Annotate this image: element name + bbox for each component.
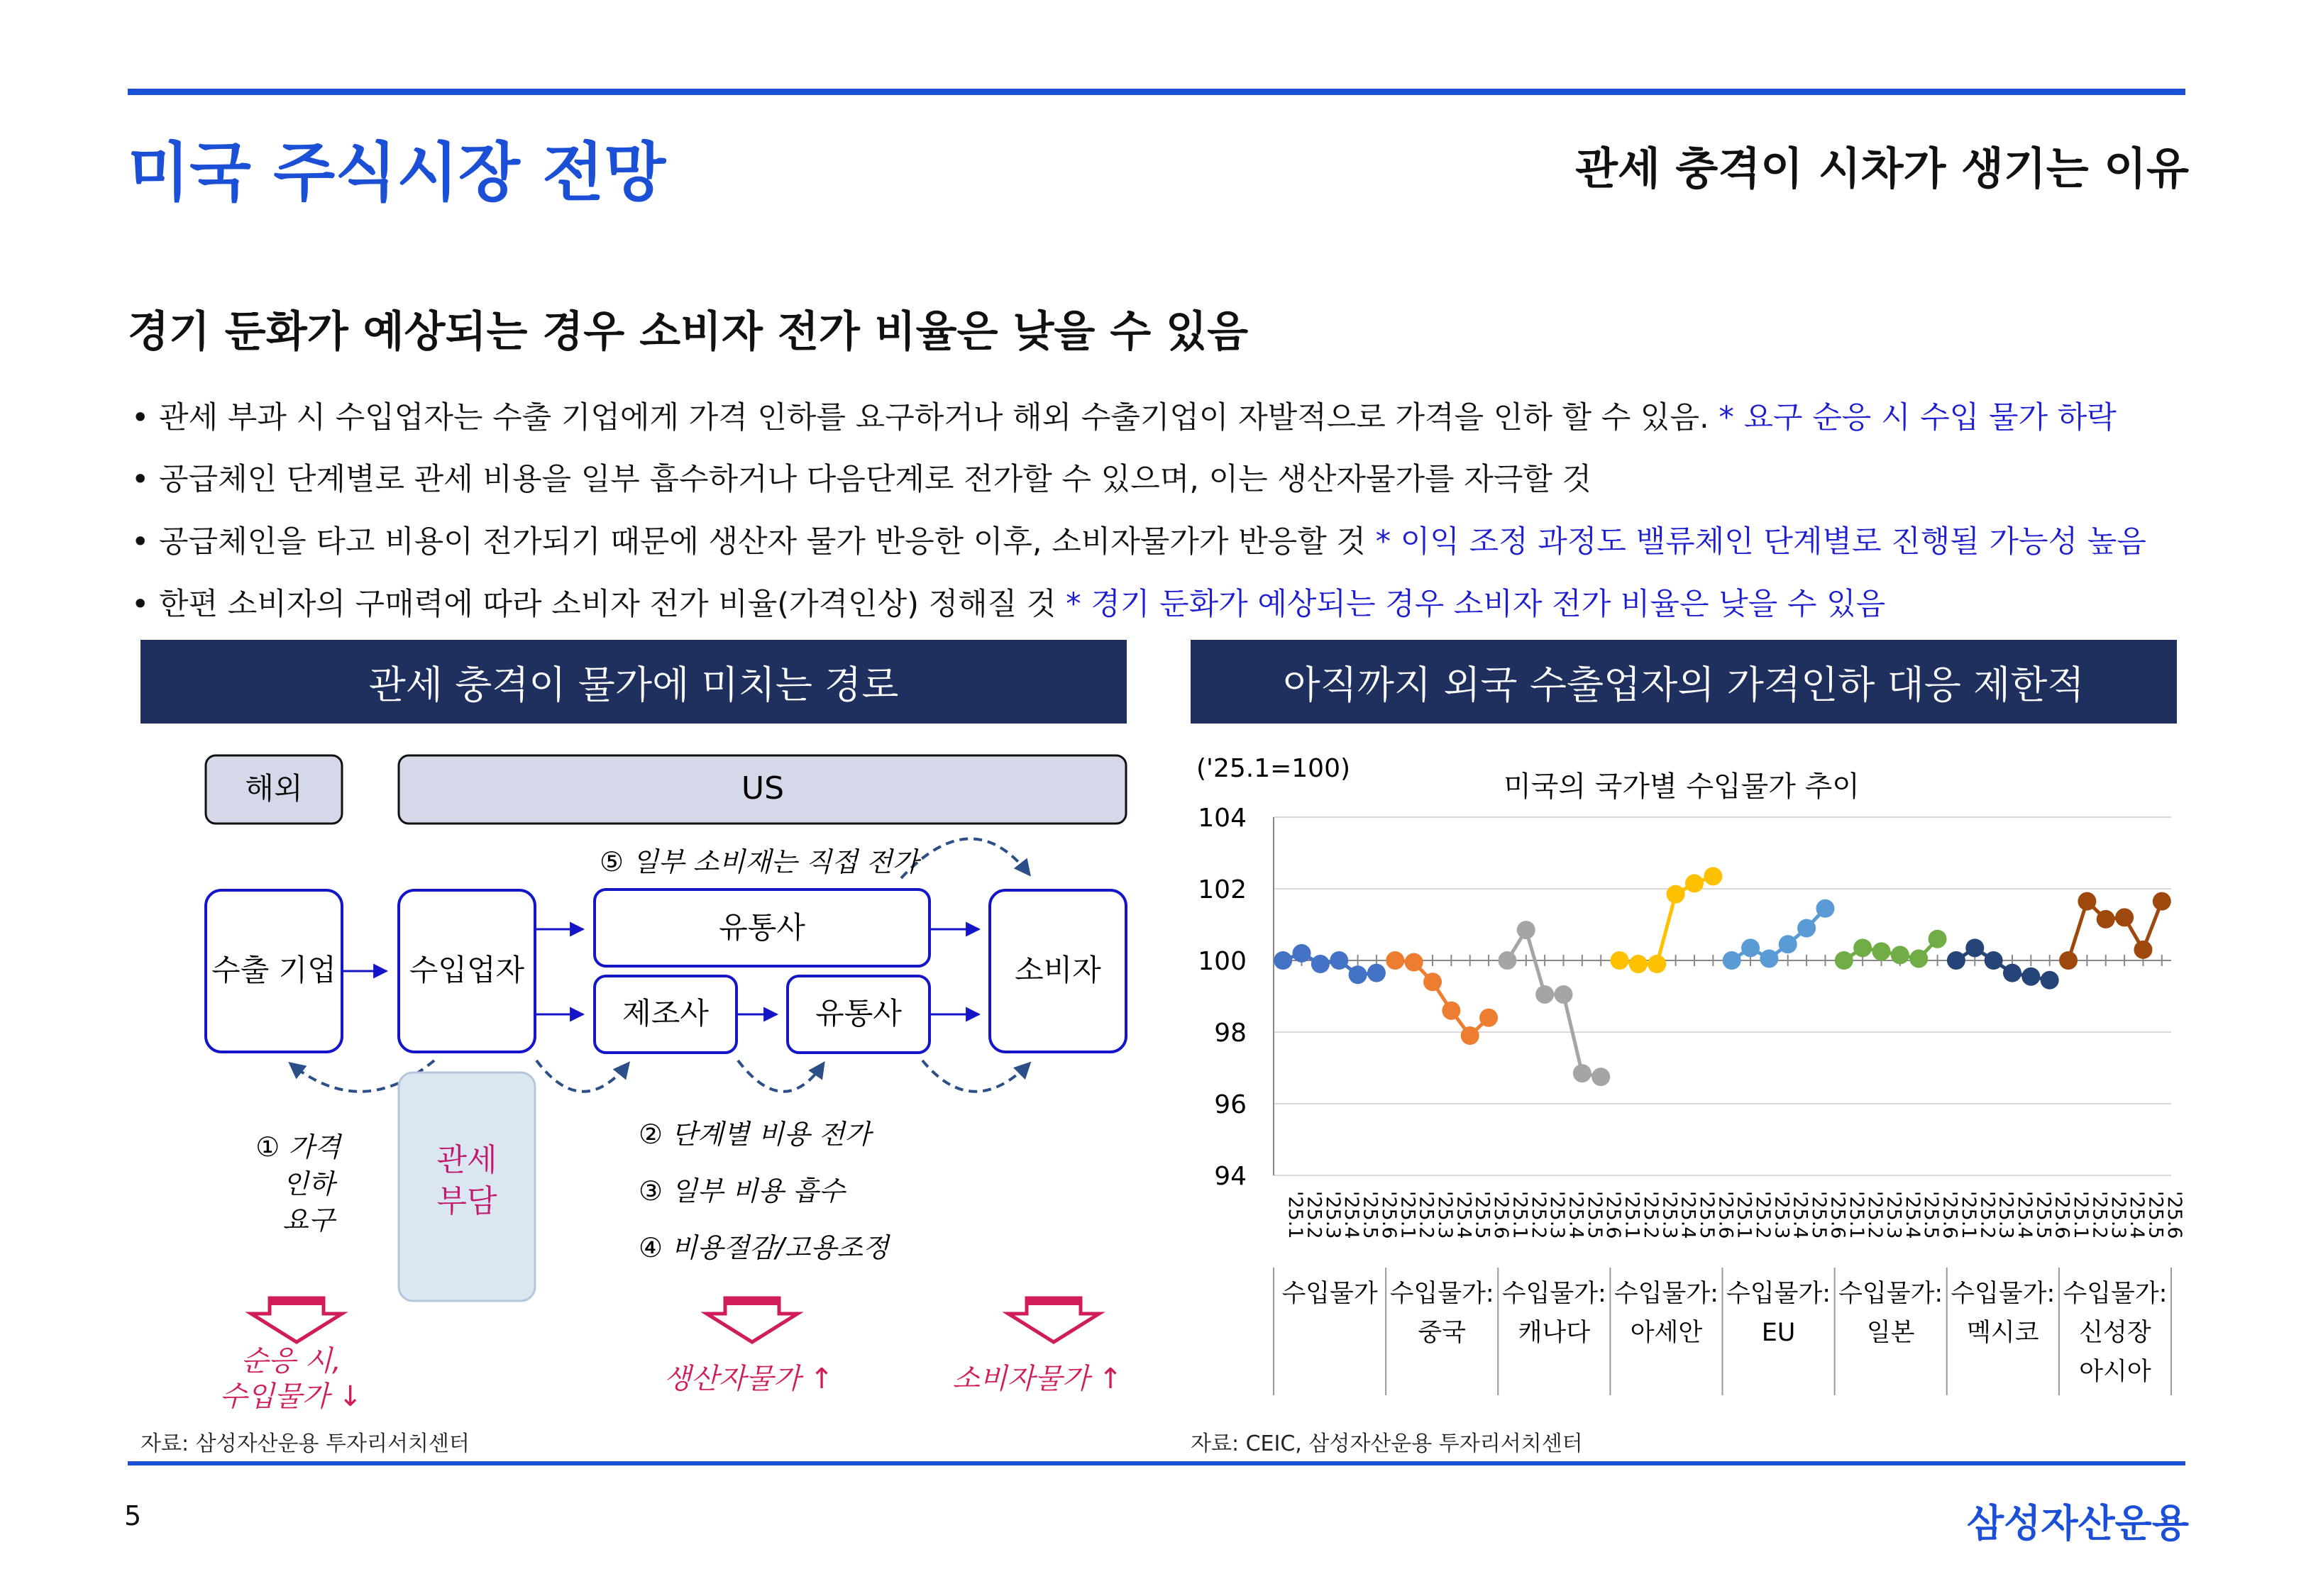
data-point (1985, 951, 2003, 970)
step3-label: ③ 일부 비용 흡수 (639, 1175, 845, 1207)
x-tick-label: '25.5 (1808, 1191, 1831, 1239)
x-tick-label: '25.6 (1938, 1191, 1961, 1239)
category-label: 수입물가: (1951, 1280, 2056, 1308)
x-tick-label: '25.4 (1340, 1191, 1363, 1239)
data-point (2097, 910, 2115, 929)
x-tick-label: '25.6 (2051, 1191, 2073, 1239)
right-panel-header: 아직까지 외국 수출업자의 가격인하 대응 제한적 (1191, 640, 2177, 724)
chart-title: 미국의 국가별 수입물가 추이 (1504, 770, 1860, 803)
bullet-note: * 요구 순응 시 수입 물가 하락 (1709, 400, 2117, 436)
x-tick-label: '25.4 (1452, 1191, 1475, 1239)
data-point (1386, 951, 1404, 970)
x-tick-label: '25.1 (1621, 1191, 1643, 1239)
outcome-arrow-3 (1008, 1298, 1099, 1342)
data-point (1760, 949, 1778, 968)
x-tick-label: '25.5 (1695, 1191, 1718, 1239)
bullet-note: * 경기 둔화가 예상되는 경우 소비자 전가 비율은 낮을 수 있음 (1056, 587, 1886, 622)
x-tick-label: '25.3 (2107, 1191, 2129, 1239)
data-point (2041, 971, 2059, 990)
left-panel-header: 관세 충격이 물가에 미치는 경로 (140, 640, 1127, 724)
x-tick-label: '25.5 (1471, 1191, 1494, 1239)
category-label: 수입물가: (1501, 1280, 1606, 1308)
data-point (1517, 921, 1535, 939)
tariff-burden-line-2: 부담 (436, 1183, 497, 1219)
x-tick-label: '25.4 (1565, 1191, 1587, 1239)
data-point (1965, 938, 1984, 957)
y-tick-label: 96 (1214, 1090, 1247, 1119)
x-tick-label: '25.1 (1733, 1191, 1755, 1239)
page-title: 미국 주식시장 전망 (128, 135, 666, 210)
data-point (1872, 942, 1891, 960)
data-point (2078, 892, 2096, 911)
bullet-text: • 공급체인 단계별로 관세 비용을 일부 흡수하거나 다음단계로 전가할 수 있으며, 이는 생산자물가를 자극할 것 (131, 462, 1592, 497)
import-price-chart (1178, 752, 2185, 1412)
outcome1-line-2: 수입물가 ↓ (219, 1380, 363, 1413)
x-tick-label: '25.3 (1321, 1191, 1344, 1239)
data-point (1835, 951, 1853, 970)
data-point (1947, 951, 1965, 970)
data-point (1667, 885, 1685, 904)
category-label: 캐나다 (1518, 1319, 1591, 1347)
x-tick-label: '25.4 (1677, 1191, 1699, 1239)
bullet-text: • 한편 소비자의 구매력에 따라 소비자 전가 비율(가격인상) 정해질 것 (131, 587, 1057, 622)
x-tick-label: '25.5 (1920, 1191, 1943, 1239)
outcome3-label: 소비자물가 ↑ (952, 1363, 1122, 1395)
data-point (1591, 1068, 1610, 1086)
category-label: 아세안 (1630, 1319, 1703, 1347)
data-point (1274, 951, 1292, 970)
category-label: 수입물가: (1389, 1280, 1494, 1308)
data-point (1423, 972, 1442, 991)
data-point (1797, 919, 1816, 938)
x-tick-label: '25.6 (2163, 1191, 2185, 1239)
x-tick-label: '25.2 (1976, 1191, 1999, 1239)
x-tick-label: '25.1 (2070, 1191, 2092, 1239)
data-point (1479, 1009, 1498, 1027)
left-source: 자료: 삼성자산운용 투자리서치센터 (140, 1431, 470, 1456)
x-tick-label: '25.1 (1957, 1191, 1980, 1239)
x-tick-label: '25.3 (1770, 1191, 1793, 1239)
data-point (1929, 930, 1947, 948)
data-point (1779, 935, 1797, 953)
x-tick-label: '25.6 (1714, 1191, 1737, 1239)
right-source: 자료: CEIC, 삼성자산운용 투자리서치센터 (1191, 1431, 1583, 1456)
data-point (2021, 968, 2040, 986)
data-point (2134, 941, 2152, 959)
data-point (1611, 951, 1629, 970)
x-tick-label: '25.3 (1882, 1191, 1905, 1239)
bullet-text: • 공급체인을 타고 비용이 전가되기 때문에 생산자 물가 반응한 이후, 소비자물가가 반응할 것 (131, 524, 1366, 560)
x-tick-label: '25.6 (1377, 1191, 1400, 1239)
data-point (1405, 953, 1423, 972)
data-point (1853, 938, 1872, 957)
tariff-path-diagram (0, 0, 1171, 1426)
x-tick-label: '25.2 (1752, 1191, 1775, 1239)
data-point (1704, 867, 1722, 885)
x-tick-label: '25.2 (1639, 1191, 1662, 1239)
us-label: US (741, 770, 785, 807)
x-tick-label: '25.1 (1845, 1191, 1868, 1239)
data-point (1349, 965, 1367, 984)
category-label: 아시아 (2079, 1358, 2151, 1386)
y-tick-label: 98 (1214, 1019, 1247, 1048)
bullet-text: • 관세 부과 시 수입업자는 수출 기업에게 가격 인하를 요구하거나 해외 수출기업이 자발적으로 가격을 인하 할 수 있음. (131, 400, 1709, 436)
exporter-label: 수출 기업 (211, 953, 336, 987)
x-tick-label: '25.2 (1527, 1191, 1550, 1239)
brand-logo: 삼성자산운용 (1967, 1501, 2189, 1546)
data-point (2153, 892, 2171, 911)
x-tick-label: '25.5 (1359, 1191, 1381, 1239)
x-tick-label: '25.5 (1583, 1191, 1606, 1239)
data-point (1330, 951, 1348, 970)
x-tick-label: '25.1 (1508, 1191, 1531, 1239)
chart-unit-label: ('25.1=100) (1196, 754, 1351, 783)
consumer-label: 소비자 (1015, 953, 1101, 987)
series-line (1395, 960, 1489, 1036)
x-tick-label: '25.1 (1396, 1191, 1419, 1239)
category-label: 수입물가: (2063, 1280, 2168, 1308)
category-label: 수입물가: (1613, 1280, 1719, 1308)
category-label: 신성장 (2079, 1319, 2151, 1347)
outcome1-line-1: 순응 시, (241, 1345, 341, 1378)
x-tick-label: '25.2 (2088, 1191, 2111, 1239)
data-point (1498, 951, 1516, 970)
category-label: 중국 (1418, 1319, 1466, 1347)
data-point (1891, 946, 1909, 964)
step1-line-2: 인하 (282, 1168, 335, 1199)
manufacturer-label: 제조사 (622, 996, 709, 1031)
page-number: 5 (124, 1500, 142, 1531)
x-tick-label: '25.2 (1415, 1191, 1438, 1239)
data-point (1685, 874, 1704, 892)
step4-label: ④ 비용절감/고용조정 (639, 1232, 889, 1263)
data-point (1461, 1026, 1479, 1045)
page-subtitle: 관세 충격이 시차가 생기는 이유 (1575, 143, 2189, 194)
distributor-top-label: 유통사 (719, 910, 805, 945)
x-tick-label: '25.4 (1789, 1191, 1811, 1239)
overseas-label: 해외 (245, 771, 303, 806)
data-point (1293, 944, 1311, 963)
importer-label: 수입업자 (409, 953, 525, 987)
data-point (2059, 951, 2078, 970)
headline: 경기 둔화가 예상되는 경우 소비자 전가 비율은 낮을 수 있음 (128, 307, 1249, 357)
x-tick-label: '25.3 (1546, 1191, 1569, 1239)
data-point (1648, 955, 1666, 973)
data-point (1909, 949, 1928, 968)
category-label: 수입물가: (1838, 1280, 1943, 1308)
x-tick-label: '25.5 (2144, 1191, 2167, 1239)
x-tick-label: '25.3 (1995, 1191, 2017, 1239)
x-tick-label: '25.1 (1284, 1191, 1307, 1239)
category-label: 수입물가 (1281, 1280, 1378, 1308)
data-point (1573, 1064, 1591, 1082)
data-point (1723, 951, 1741, 970)
category-label: 일본 (1866, 1319, 1915, 1347)
step1-line-1: ① 가격 (255, 1131, 341, 1163)
outcome-arrow-2 (707, 1298, 798, 1342)
x-tick-label: '25.6 (1602, 1191, 1625, 1239)
series-line (1507, 930, 1601, 1077)
y-tick-label: 100 (1198, 947, 1247, 976)
y-tick-label: 104 (1198, 804, 1247, 833)
data-point (1741, 938, 1760, 957)
dashed-arrow-cost-pass-2 (738, 1060, 823, 1092)
data-point (1367, 964, 1386, 982)
bottom-rule (128, 1461, 2185, 1465)
category-label: 수입물가: (1726, 1280, 1831, 1308)
x-tick-label: '25.5 (2032, 1191, 2055, 1239)
x-tick-label: '25.4 (2126, 1191, 2148, 1239)
x-tick-label: '25.4 (2013, 1191, 2036, 1239)
outcome2-label: 생산자물가 ↑ (663, 1363, 834, 1395)
dashed-arrow-direct-pass (901, 838, 1029, 878)
category-label: 멕시코 (1967, 1319, 2039, 1347)
x-tick-label: '25.4 (1901, 1191, 1924, 1239)
dashed-arrow-cost-pass-1 (536, 1060, 628, 1092)
distributor-bottom-label: 유통사 (815, 996, 902, 1031)
x-tick-label: '25.6 (1826, 1191, 1849, 1239)
data-point (1535, 985, 1554, 1004)
bullet-note: * 이익 조정 과정도 밸류체인 단계별로 진행될 가능성 높음 (1365, 524, 2146, 560)
x-tick-label: '25.3 (1658, 1191, 1681, 1239)
x-tick-label: '25.3 (1434, 1191, 1457, 1239)
category-label: EU (1761, 1319, 1796, 1347)
data-point (2003, 964, 2021, 982)
tariff-burden-line-1: 관세 (436, 1142, 497, 1178)
y-tick-label: 102 (1198, 875, 1247, 904)
x-tick-label: '25.2 (1864, 1191, 1887, 1239)
data-point (1629, 955, 1648, 973)
data-point (1554, 985, 1572, 1004)
data-point (1311, 955, 1330, 973)
x-tick-label: '25.6 (1490, 1191, 1513, 1239)
dashed-arrow-cost-pass-3 (922, 1060, 1029, 1092)
x-tick-label: '25.2 (1303, 1191, 1325, 1239)
outcome-arrow-1 (251, 1298, 342, 1342)
data-point (2115, 908, 2134, 926)
step5-label: ⑤ 일부 소비재는 직접 전가 (600, 846, 919, 877)
step1-line-3: 요구 (282, 1204, 335, 1236)
data-point (1442, 1002, 1460, 1020)
data-point (1816, 899, 1834, 918)
y-tick-label: 94 (1214, 1162, 1247, 1191)
step2-label: ② 단계별 비용 전가 (639, 1119, 871, 1150)
